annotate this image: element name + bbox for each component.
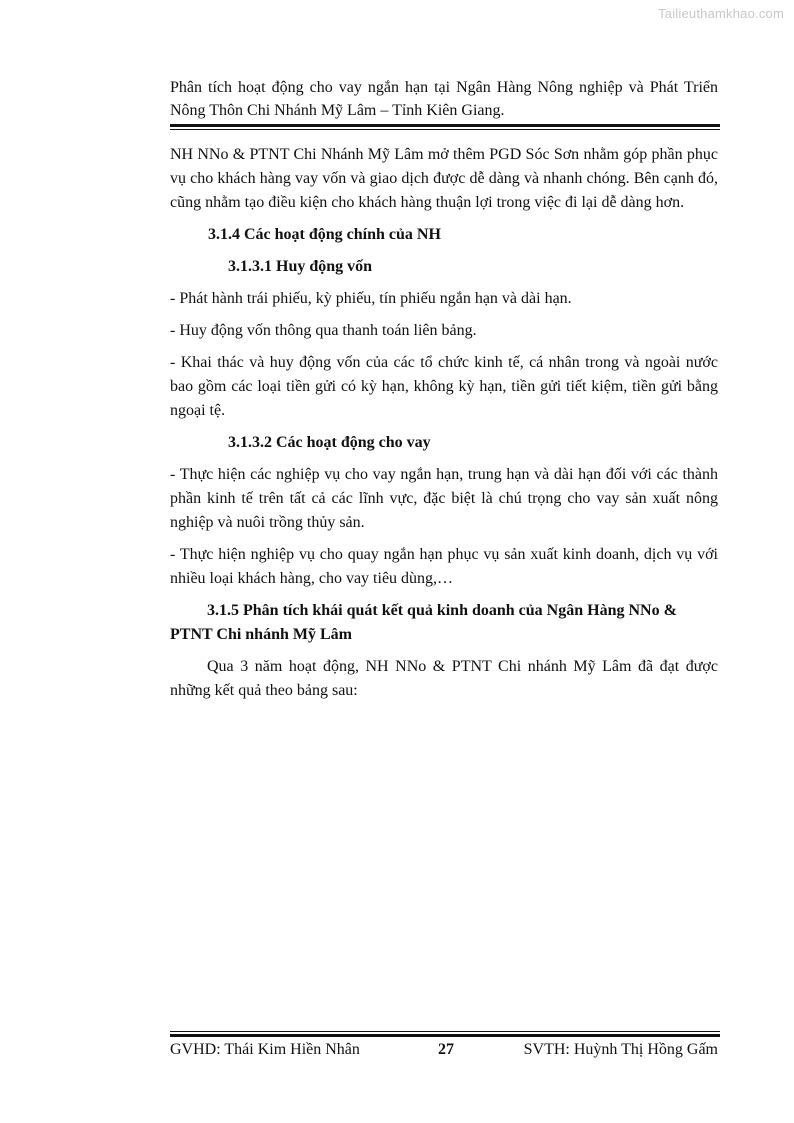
footer-advisor: GVHD: Thái Kim Hiền Nhân: [170, 1041, 360, 1058]
closing-paragraph: Qua 3 năm hoạt động, NH NNo & PTNT Chi nhánh Mỹ Lâm đã đạt được những kết quả theo bảng sau:: [170, 658, 718, 699]
page-number: 27: [438, 1041, 454, 1058]
page-header-title: Phân tích hoạt động cho vay ngắn hạn tại Ngân Hàng Nông nghiệp và Phát Triển Nông Thôn Chi Nhánh Mỹ Lâm – Tỉnh Kiên Giang.: [170, 79, 718, 119]
footer-rule-thin: [170, 1031, 720, 1032]
list-item: - Khai thác và huy động vốn của các tổ chức kinh tế, cá nhân trong và ngoài nước bao gồm các loại tiền gửi có kỳ hạn, không kỳ hạn, tiền gửi tiết kiệm, tiền gửi bằng ngoại tệ.: [170, 354, 718, 419]
list-item: - Phát hành trái phiếu, kỳ phiếu, tín phiếu ngắn hạn và dài hạn.: [170, 290, 572, 307]
subsection-heading-3-1-3-1: 3.1.3.1 Huy động vốn: [228, 258, 373, 275]
list-item: - Thực hiện các nghiệp vụ cho vay ngắn hạn, trung hạn và dài hạn đối với các thành phần kinh tế trên tất cả các lĩnh vực, đặc biệt là chú trọng cho vay sản xuất nông nghiệp và nuôi trồng thủy sản.: [170, 466, 718, 531]
section-heading-3-1-4: 3.1.4 Các hoạt động chính của NH: [208, 226, 441, 243]
list-item: - Huy động vốn thông qua thanh toán liên bảng.: [170, 322, 477, 339]
intro-paragraph: NH NNo & PTNT Chi Nhánh Mỹ Lâm mở thêm PGD Sóc Sơn nhằm góp phần phục vụ cho khách hàng vay vốn và giao dịch được dễ dàng và nhanh chóng. Bên cạnh đó, cũng nhằm tạo điều kiện cho khách hàng thuận lợi trong việc đi lại dễ dàng hơn.: [170, 146, 718, 211]
list-item: - Thực hiện nghiệp vụ cho quay ngắn hạn phục vụ sản xuất kinh doanh, dịch vụ với nhiều loại khách hàng, cho vay tiêu dùng,…: [170, 546, 718, 587]
subsection-heading-3-1-3-2: 3.1.3.2 Các hoạt động cho vay: [228, 434, 431, 451]
header-rule-thin: [170, 129, 720, 130]
page-content: [170, 143, 718, 711]
footer-rule-thick: [170, 1034, 720, 1037]
footer-student: SVTH: Huỳnh Thị Hồng Gấm: [523, 1041, 718, 1058]
header-rule-thick: [170, 124, 720, 127]
section-heading-3-1-5: 3.1.5 Phân tích khái quát kết quả kinh doanh của Ngân Hàng NNo & PTNT Chi nhánh Mỹ Lâm: [170, 602, 677, 643]
watermark: Tailieuthamkhao.com: [658, 6, 784, 21]
